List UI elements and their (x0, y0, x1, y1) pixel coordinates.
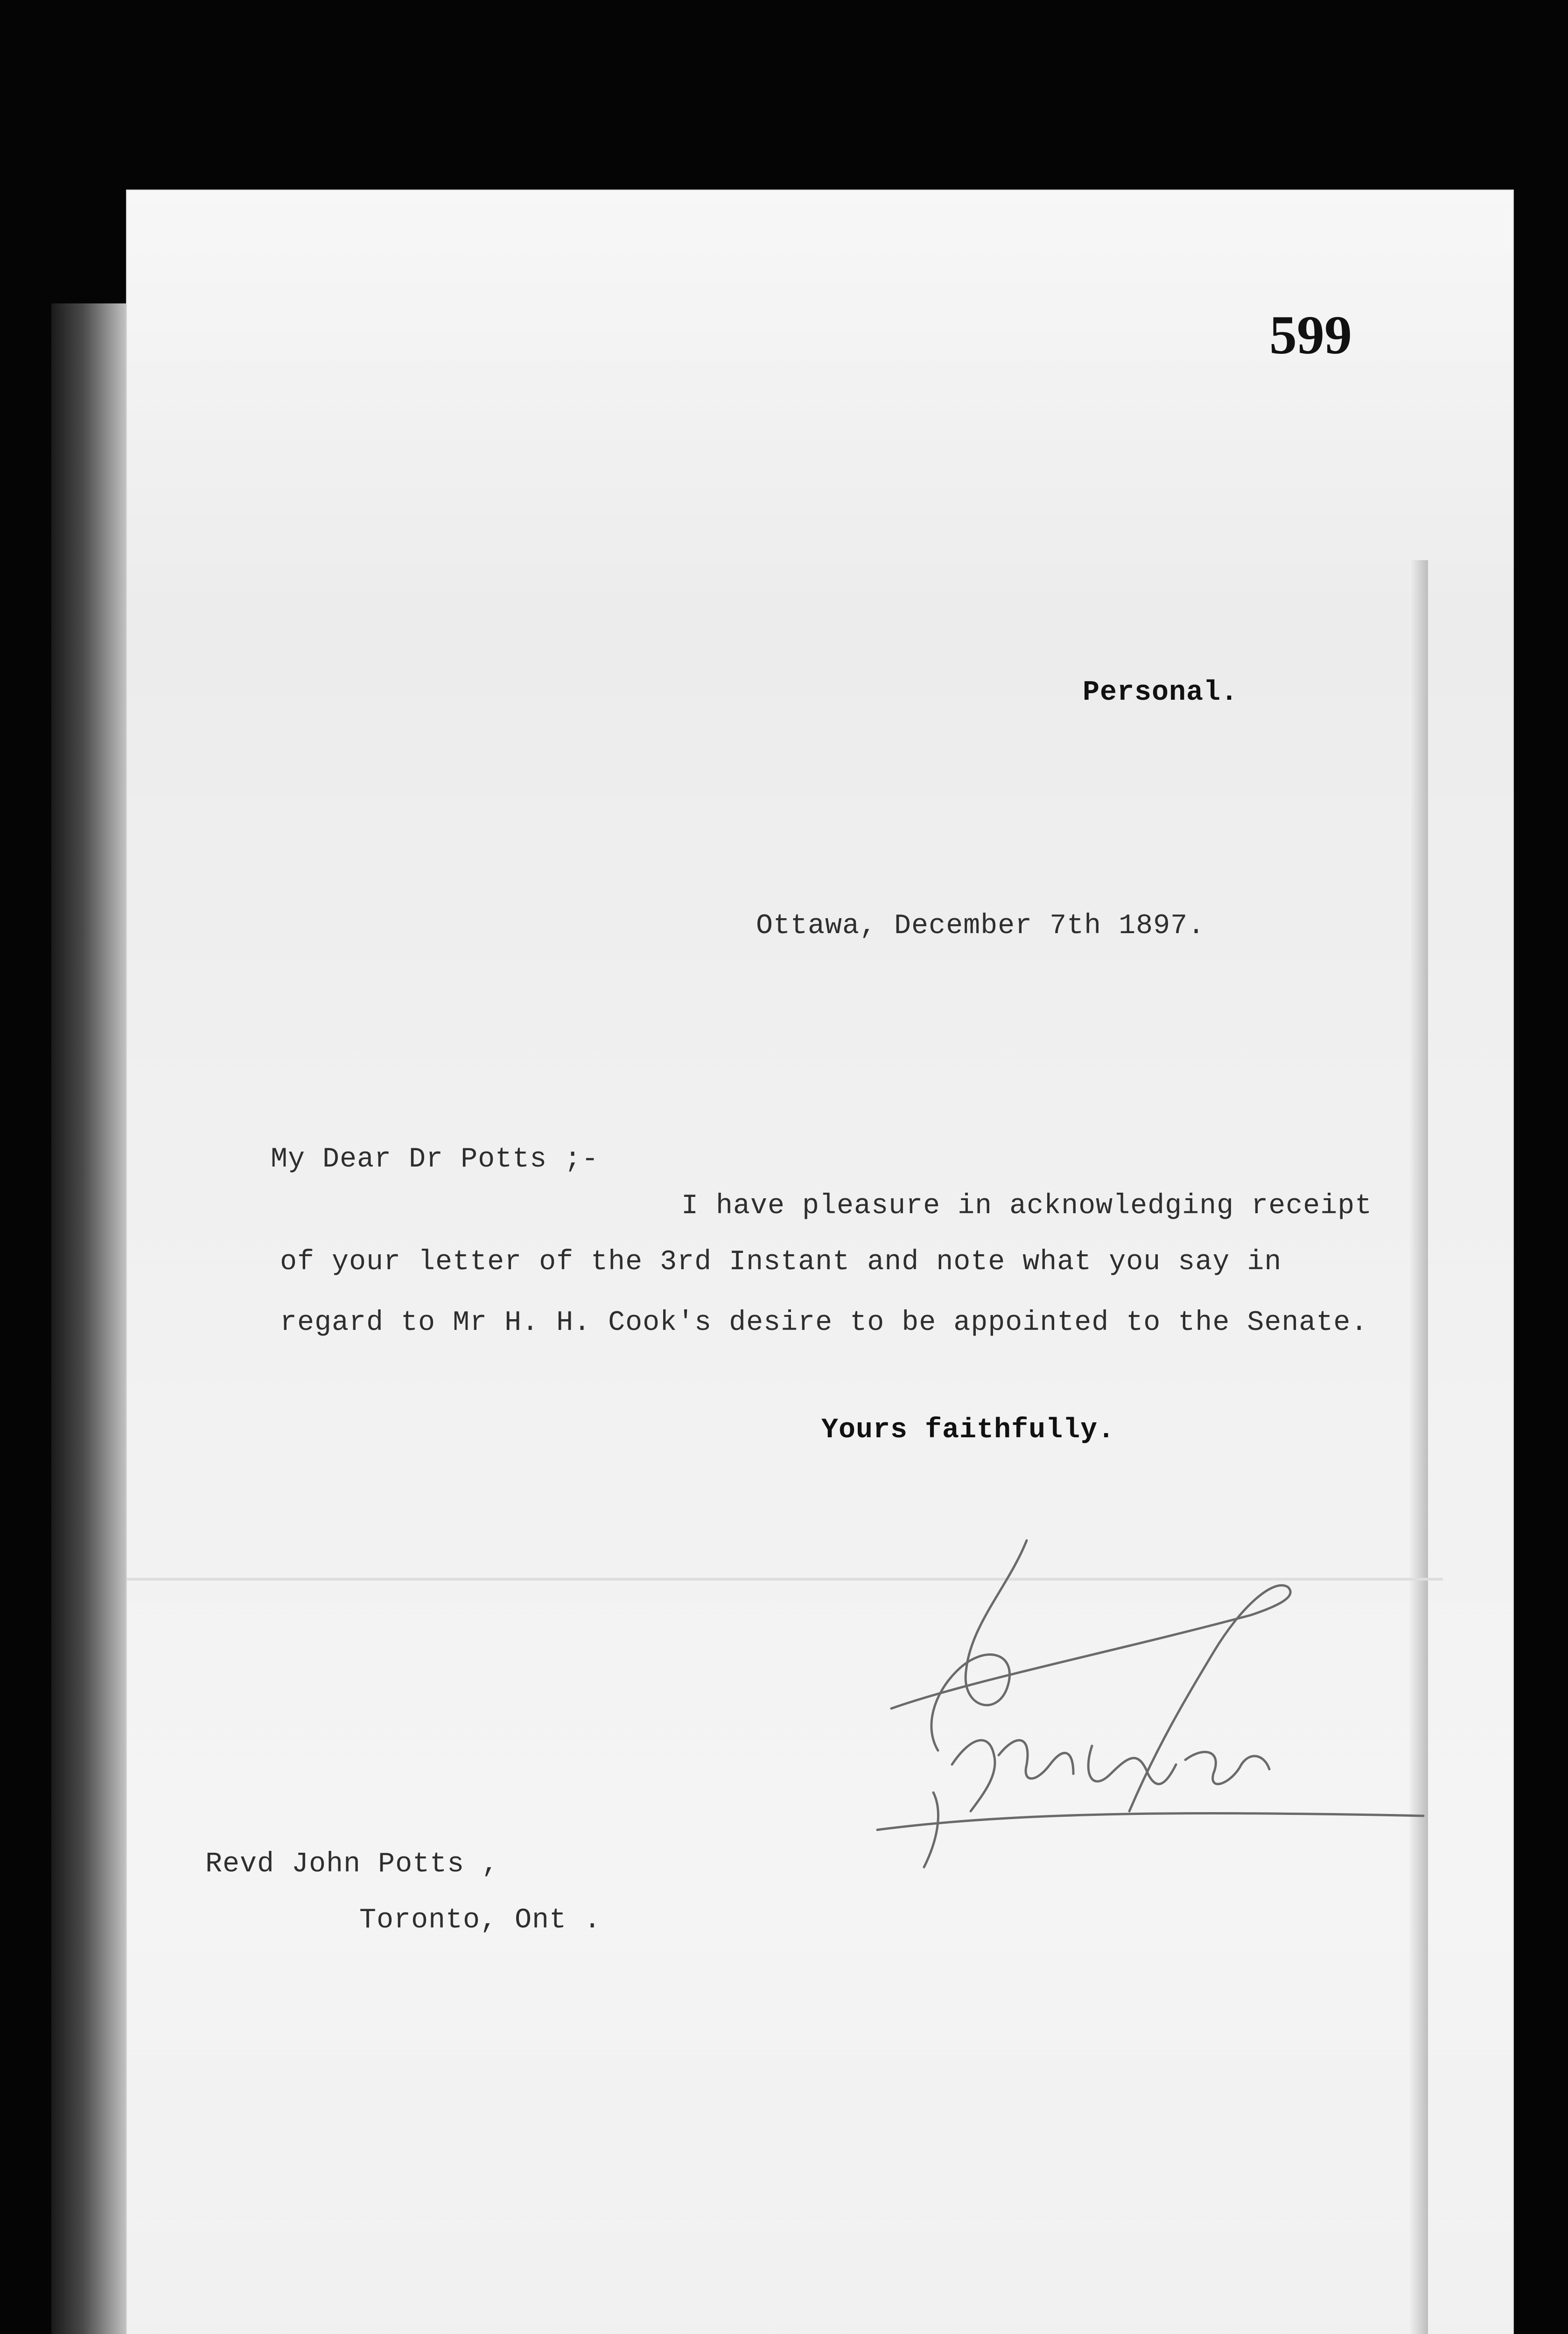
personal-marking: Personal. (1083, 677, 1239, 709)
body-line-1: I have pleasure in acknowledging receipt (681, 1190, 1372, 1222)
recipient-place: Toronto, Ont . (359, 1905, 602, 1936)
closing: Yours faithfully. (821, 1414, 1115, 1446)
body-line-3: regard to Mr H. H. Cook's desire to be appointed to the Senate. (280, 1307, 1368, 1339)
page-number: 599 (1269, 304, 1352, 366)
body-line-2: of your letter of the 3rd Instant and note what you say in (280, 1246, 1282, 1278)
page-shadow-edge (51, 303, 131, 2334)
recipient-name: Revd John Potts , (205, 1849, 499, 1880)
place-date: Ottawa, December 7th 1897. (756, 910, 1205, 942)
page-right-edge (1409, 560, 1428, 2334)
salutation: My Dear Dr Potts ;- (271, 1144, 599, 1175)
handwritten-signature (831, 1531, 1428, 1886)
